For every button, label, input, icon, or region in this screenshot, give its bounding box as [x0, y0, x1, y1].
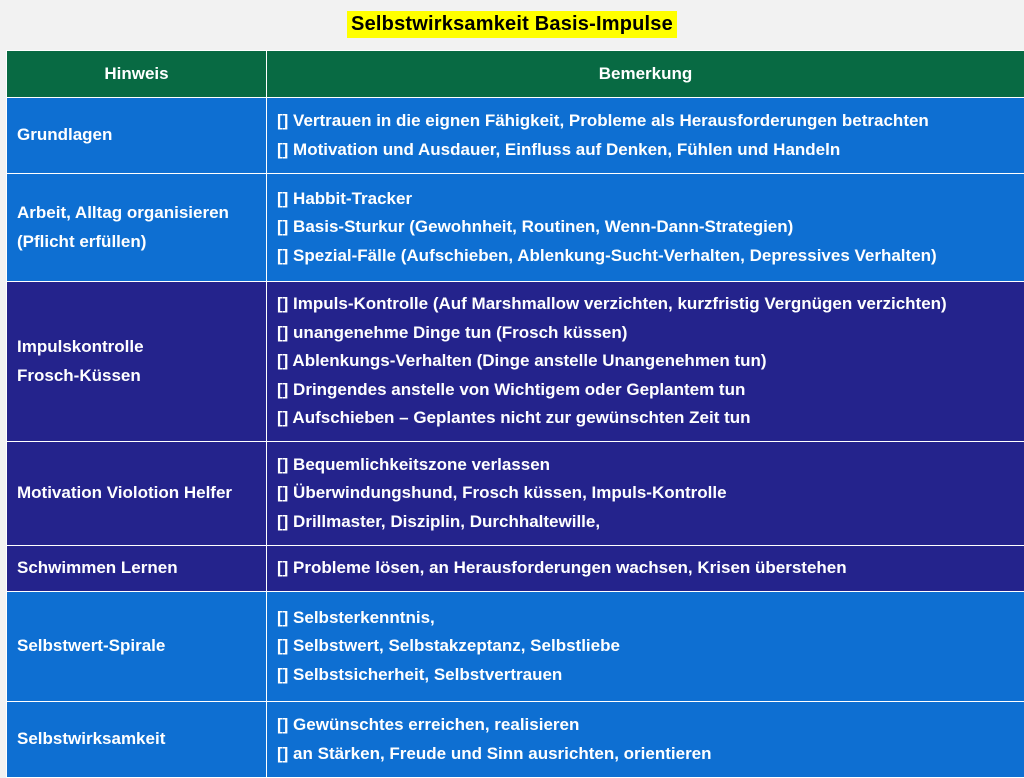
label-line: Schwimmen Lernen — [17, 554, 256, 583]
row-notes — [267, 174, 1024, 282]
label-line: Motivation Violotion Helfer — [17, 479, 256, 508]
note-line: [] Gewünschtes erreichen, realisieren — [277, 711, 1014, 740]
label-line: Grundlagen — [17, 121, 256, 150]
label-line: Selbstwert-Spirale — [17, 632, 256, 661]
table-row — [7, 546, 1024, 592]
row-notes — [267, 592, 1024, 702]
title-area — [0, 0, 1024, 48]
row-label — [7, 702, 267, 778]
row-label — [7, 98, 267, 174]
note-line: [] Basis-Sturkur (Gewohnheit, Routinen, Wenn-Dann-Strategien) — [277, 213, 1014, 242]
note-line: [] Aufschieben – Geplantes nicht zur gewünschten Zeit tun — [277, 404, 1014, 433]
row-notes — [267, 702, 1024, 778]
note-line: [] Dringendes anstelle von Wichtigem oder Geplantem tun — [277, 376, 1014, 405]
impulse-table — [6, 50, 1024, 778]
table-row — [7, 174, 1024, 282]
header-bemerkung: Bemerkung — [267, 51, 1024, 98]
row-notes — [267, 98, 1024, 174]
label-line: (Pflicht erfüllen) — [17, 228, 256, 257]
page-title: Selbstwirksamkeit Basis-Impulse — [347, 11, 677, 38]
row-notes — [267, 282, 1024, 442]
table-row — [7, 282, 1024, 442]
label-line: Frosch-Küssen — [17, 362, 256, 391]
note-line: [] Impuls-Kontrolle (Auf Marshmallow verzichten, kurzfristig Vergnügen verzichten) — [277, 290, 1014, 319]
table-row — [7, 592, 1024, 702]
note-line: [] Ablenkungs-Verhalten (Dinge anstelle Unangenehmen tun) — [277, 347, 1014, 376]
row-label — [7, 442, 267, 546]
note-line: [] Bequemlichkeitszone verlassen — [277, 451, 1014, 480]
header-row — [7, 51, 1024, 98]
header-hinweis: Hinweis — [7, 51, 267, 98]
row-notes — [267, 442, 1024, 546]
note-line: [] unangenehme Dinge tun (Frosch küssen) — [277, 319, 1014, 348]
note-line: [] Überwindungshund, Frosch küssen, Impuls-Kontrolle — [277, 479, 1014, 508]
label-line: Selbstwirksamkeit — [17, 725, 256, 754]
row-label — [7, 174, 267, 282]
table-row — [7, 98, 1024, 174]
note-line: [] Drillmaster, Disziplin, Durchhaltewille, — [277, 508, 1014, 537]
note-line: [] Selbstwert, Selbstakzeptanz, Selbstliebe — [277, 632, 1014, 661]
row-label — [7, 546, 267, 592]
row-notes — [267, 546, 1024, 592]
note-line: [] Motivation und Ausdauer, Einfluss auf Denken, Fühlen und Handeln — [277, 136, 1014, 165]
note-line: [] Probleme lösen, an Herausforderungen wachsen, Krisen überstehen — [277, 554, 1014, 583]
label-line: Arbeit, Alltag organisieren — [17, 199, 256, 228]
note-line: [] Selbstsicherheit, Selbstvertrauen — [277, 661, 1014, 690]
note-line: [] Habbit-Tracker — [277, 185, 1014, 214]
note-line: [] Selbsterkenntnis, — [277, 604, 1014, 633]
note-line: [] Spezial-Fälle (Aufschieben, Ablenkung-Sucht-Verhalten, Depressives Verhalten) — [277, 242, 1014, 271]
label-line: Impulskontrolle — [17, 333, 256, 362]
note-line: [] Vertrauen in die eignen Fähigkeit, Probleme als Herausforderungen betrachten — [277, 107, 1014, 136]
note-line: [] an Stärken, Freude und Sinn ausrichten, orientieren — [277, 740, 1014, 769]
table-row — [7, 702, 1024, 778]
row-label — [7, 282, 267, 442]
table-row — [7, 442, 1024, 546]
row-label — [7, 592, 267, 702]
